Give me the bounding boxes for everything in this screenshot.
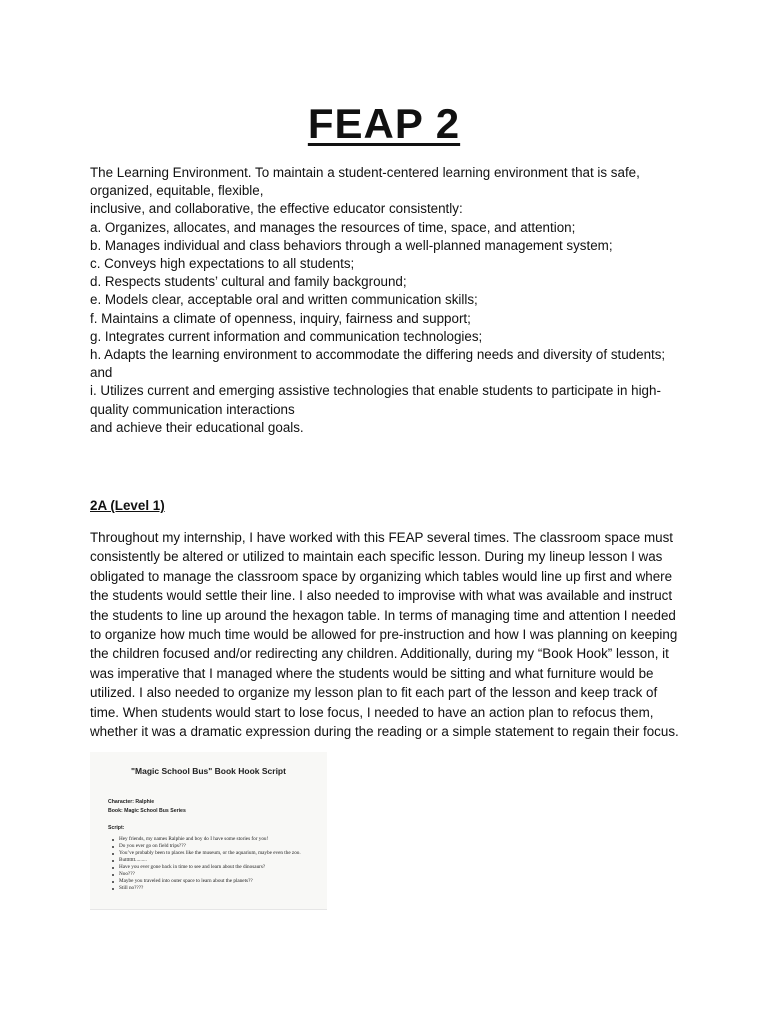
script-label: Script:	[108, 825, 125, 831]
intro-line: inclusive, and collaborative, the effective educator consistently:	[90, 201, 463, 217]
intro-line: d. Respects students’ cultural and family background;	[90, 274, 407, 290]
intro-line: and achieve their educational goals.	[90, 419, 304, 435]
reflection-line: was imperative that I managed where the students would be sitting and what furniture would be	[90, 665, 654, 681]
section-heading: 2A (Level 1)	[90, 498, 165, 513]
reflection-line: time. When students would start to lose focus, I needed to have an action plan to refocus them,	[90, 704, 654, 720]
reflection-line: obligated to manage the classroom space by organizing which tables would line up first and where	[90, 568, 673, 584]
script-book: Book: Magic School Bus Series	[108, 808, 186, 814]
intro-line: and	[90, 365, 113, 381]
intro-line: g. Integrates current information and communication technologies;	[90, 328, 483, 344]
script-character: Character: Ralphie	[108, 799, 155, 805]
intro-line: b. Manages individual and class behaviors through a well-planned management system;	[90, 237, 613, 253]
script-item: Buttttttt.........	[108, 857, 323, 864]
reflection-line: the children focused and/or redirecting any children. Additionally, during my “Book Hook” lesson, it	[90, 646, 669, 662]
intro-line: i. Utilizes current and emerging assistive technologies that enable students to participate in high-	[90, 383, 661, 399]
feap-description	[90, 164, 690, 437]
reflection-line: utilized. I also needed to organize my lesson plan to fit each part of the lesson and keep track of	[90, 685, 658, 701]
intro-line: a. Organizes, allocates, and manages the resources of time, space, and attention;	[90, 219, 576, 235]
intro-line: c. Conveys high expectations to all students;	[90, 256, 355, 272]
intro-line: quality communication interactions	[90, 401, 295, 417]
script-item: You’ve probably been to places like the museum, or the aquarium, maybe even the zoo.	[108, 850, 323, 857]
reflection-line: Throughout my internship, I have worked with this FEAP several times. The classroom space must	[90, 530, 673, 545]
reflection-paragraph	[90, 528, 690, 741]
script-item: Have you ever gone back in time to see and learn about the dinosaurs?	[108, 864, 323, 871]
intro-line: organized, equitable, flexible,	[90, 183, 264, 199]
reflection-line: consistently be altered or utilized to maintain each specific lesson. During my lineup lesson I was	[90, 549, 663, 565]
script-item: Noo???	[108, 871, 323, 878]
intro-line: e. Models clear, acceptable oral and written communication skills;	[90, 292, 478, 308]
script-item: Still no????	[108, 885, 323, 892]
intro-line: f. Maintains a climate of openness, inquiry, fairness and support;	[90, 310, 471, 326]
reflection-line: the students would settle their line. I also needed to improvise with what was available and instruct	[90, 588, 673, 604]
reflection-line: to organize how much time would be allowed for pre-instruction and how I was planning on keeping	[90, 627, 678, 643]
reflection-line: the students to line up around the hexagon table. In terms of managing time and attention I needed	[90, 607, 676, 623]
intro-line: The Learning Environment. To maintain a student-centered learning environment that is safe,	[90, 165, 640, 180]
script-item: Hey friends, my names Ralphie and boy do I have some stories for you!	[108, 836, 323, 843]
intro-line: h. Adapts the learning environment to accommodate the differing needs and diversity of students;	[90, 347, 666, 363]
script-title: "Magic School Bus" Book Hook Script	[131, 766, 286, 776]
script-item: Maybe you traveled into outer space to learn about the planets??	[108, 878, 323, 885]
script-item: Do you ever go on field trips???	[108, 843, 323, 850]
page-title: FEAP 2	[307, 100, 461, 147]
book-hook-script-image	[90, 752, 327, 910]
reflection-line: whether it was a dramatic expression during the reading or a simple statement to regain their focus.	[90, 724, 679, 740]
script-list	[108, 836, 323, 892]
